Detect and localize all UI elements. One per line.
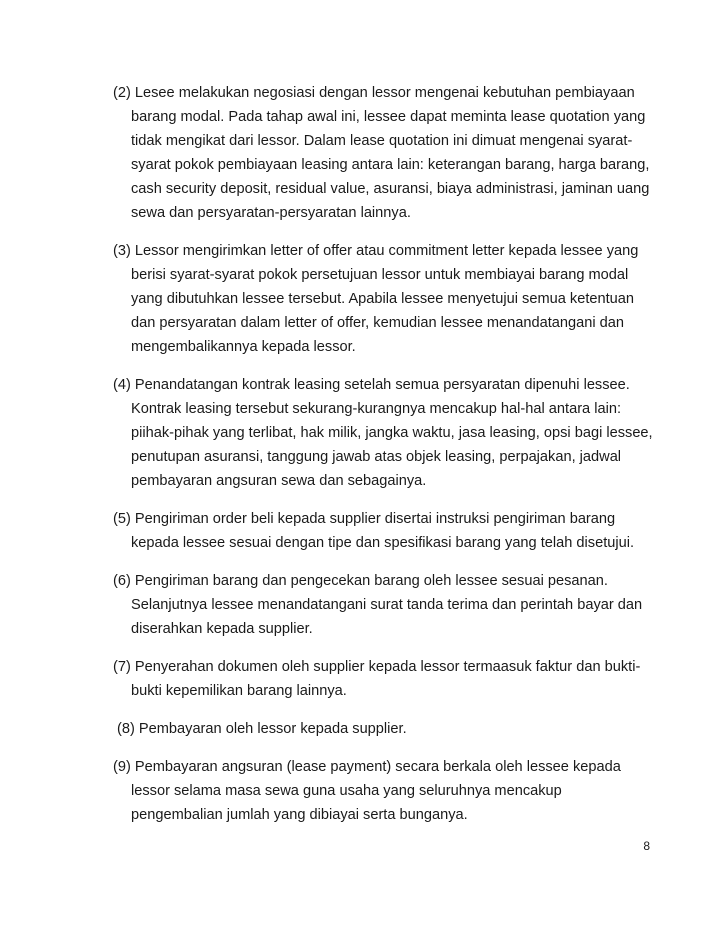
item-number: (7) — [113, 659, 131, 675]
item-number: (6) — [113, 573, 131, 589]
item-number: (8) — [117, 721, 135, 737]
item-number: (9) — [113, 759, 131, 775]
numbered-list — [113, 81, 653, 827]
page-number: 8 — [643, 839, 650, 853]
list-item-5 — [113, 507, 653, 555]
list-item-2 — [113, 81, 653, 225]
list-item-3 — [113, 239, 653, 359]
list-item-8 — [113, 717, 653, 741]
item-text: Pengiriman barang dan pengecekan barang oleh lessee sesuai pesanan. Selanjutnya lessee menandatangani surat tanda terima dan perintah bayar dan diserahkan kepada supplier. — [131, 573, 643, 637]
list-item-6 — [113, 569, 653, 641]
list-item-9 — [113, 755, 653, 827]
list-item-4 — [113, 373, 653, 493]
item-text: Lessor mengirimkan letter of offer atau commitment letter kepada lessee yang berisi syarat-syarat pokok persetujuan lessor untuk membiayai barang modal yang dibutuhkan lessee tersebut. Apabila lessee menyetujui semua ketentuan dan persyaratan dalam letter of offer, kemudian lessee menandatangani dan mengembalikannya kepada lessor. — [131, 243, 639, 355]
list-item-7 — [113, 655, 653, 703]
item-text: Lesee melakukan negosiasi dengan lessor mengenai kebutuhan pembiayaan barang modal. Pada tahap awal ini, lessee dapat meminta lease quotation yang tidak mengikat dari lessor. Dalam lease quotation ini dimuat mengenai syarat-syarat pokok pembiayaan leasing antara lain: keterangan barang, harga barang, cash security deposit, residual value, asuransi, biaya administrasi, jaminan uang sewa dan persyaratan-persyaratan lainnya. — [131, 85, 650, 221]
item-number: (2) — [113, 85, 131, 101]
item-number: (4) — [113, 377, 131, 393]
item-text: Pembayaran angsuran (lease payment) secara berkala oleh lessee kepada lessor selama masa sewa guna usaha yang seluruhnya mencakup pengembalian jumlah yang dibiayai serta bunganya. — [131, 759, 621, 823]
item-number: (5) — [113, 511, 131, 527]
item-text: Penandatangan kontrak leasing setelah semua persyaratan dipenuhi lessee. Kontrak leasing tersebut sekurang-kurangnya mencakup hal-hal antara lain: piihak-pihak yang terlibat, hak milik, jangka waktu, jasa leasing, opsi bagi lessee, penutupan asuransi, tanggung jawab atas objek leasing, perpajakan, jadwal pembayaran angsuran sewa dan sebagainya. — [131, 377, 653, 489]
item-text: Pengiriman order beli kepada supplier disertai instruksi pengiriman barang kepada lessee sesuai dengan tipe dan spesifikasi barang yang telah disetujui. — [131, 511, 635, 551]
item-number: (3) — [113, 243, 131, 259]
item-text: Pembayaran oleh lessor kepada supplier. — [138, 721, 407, 737]
item-text: Penyerahan dokumen oleh supplier kepada lessor termaasuk faktur dan bukti-bukti kepemilikan barang lainnya. — [131, 659, 641, 699]
